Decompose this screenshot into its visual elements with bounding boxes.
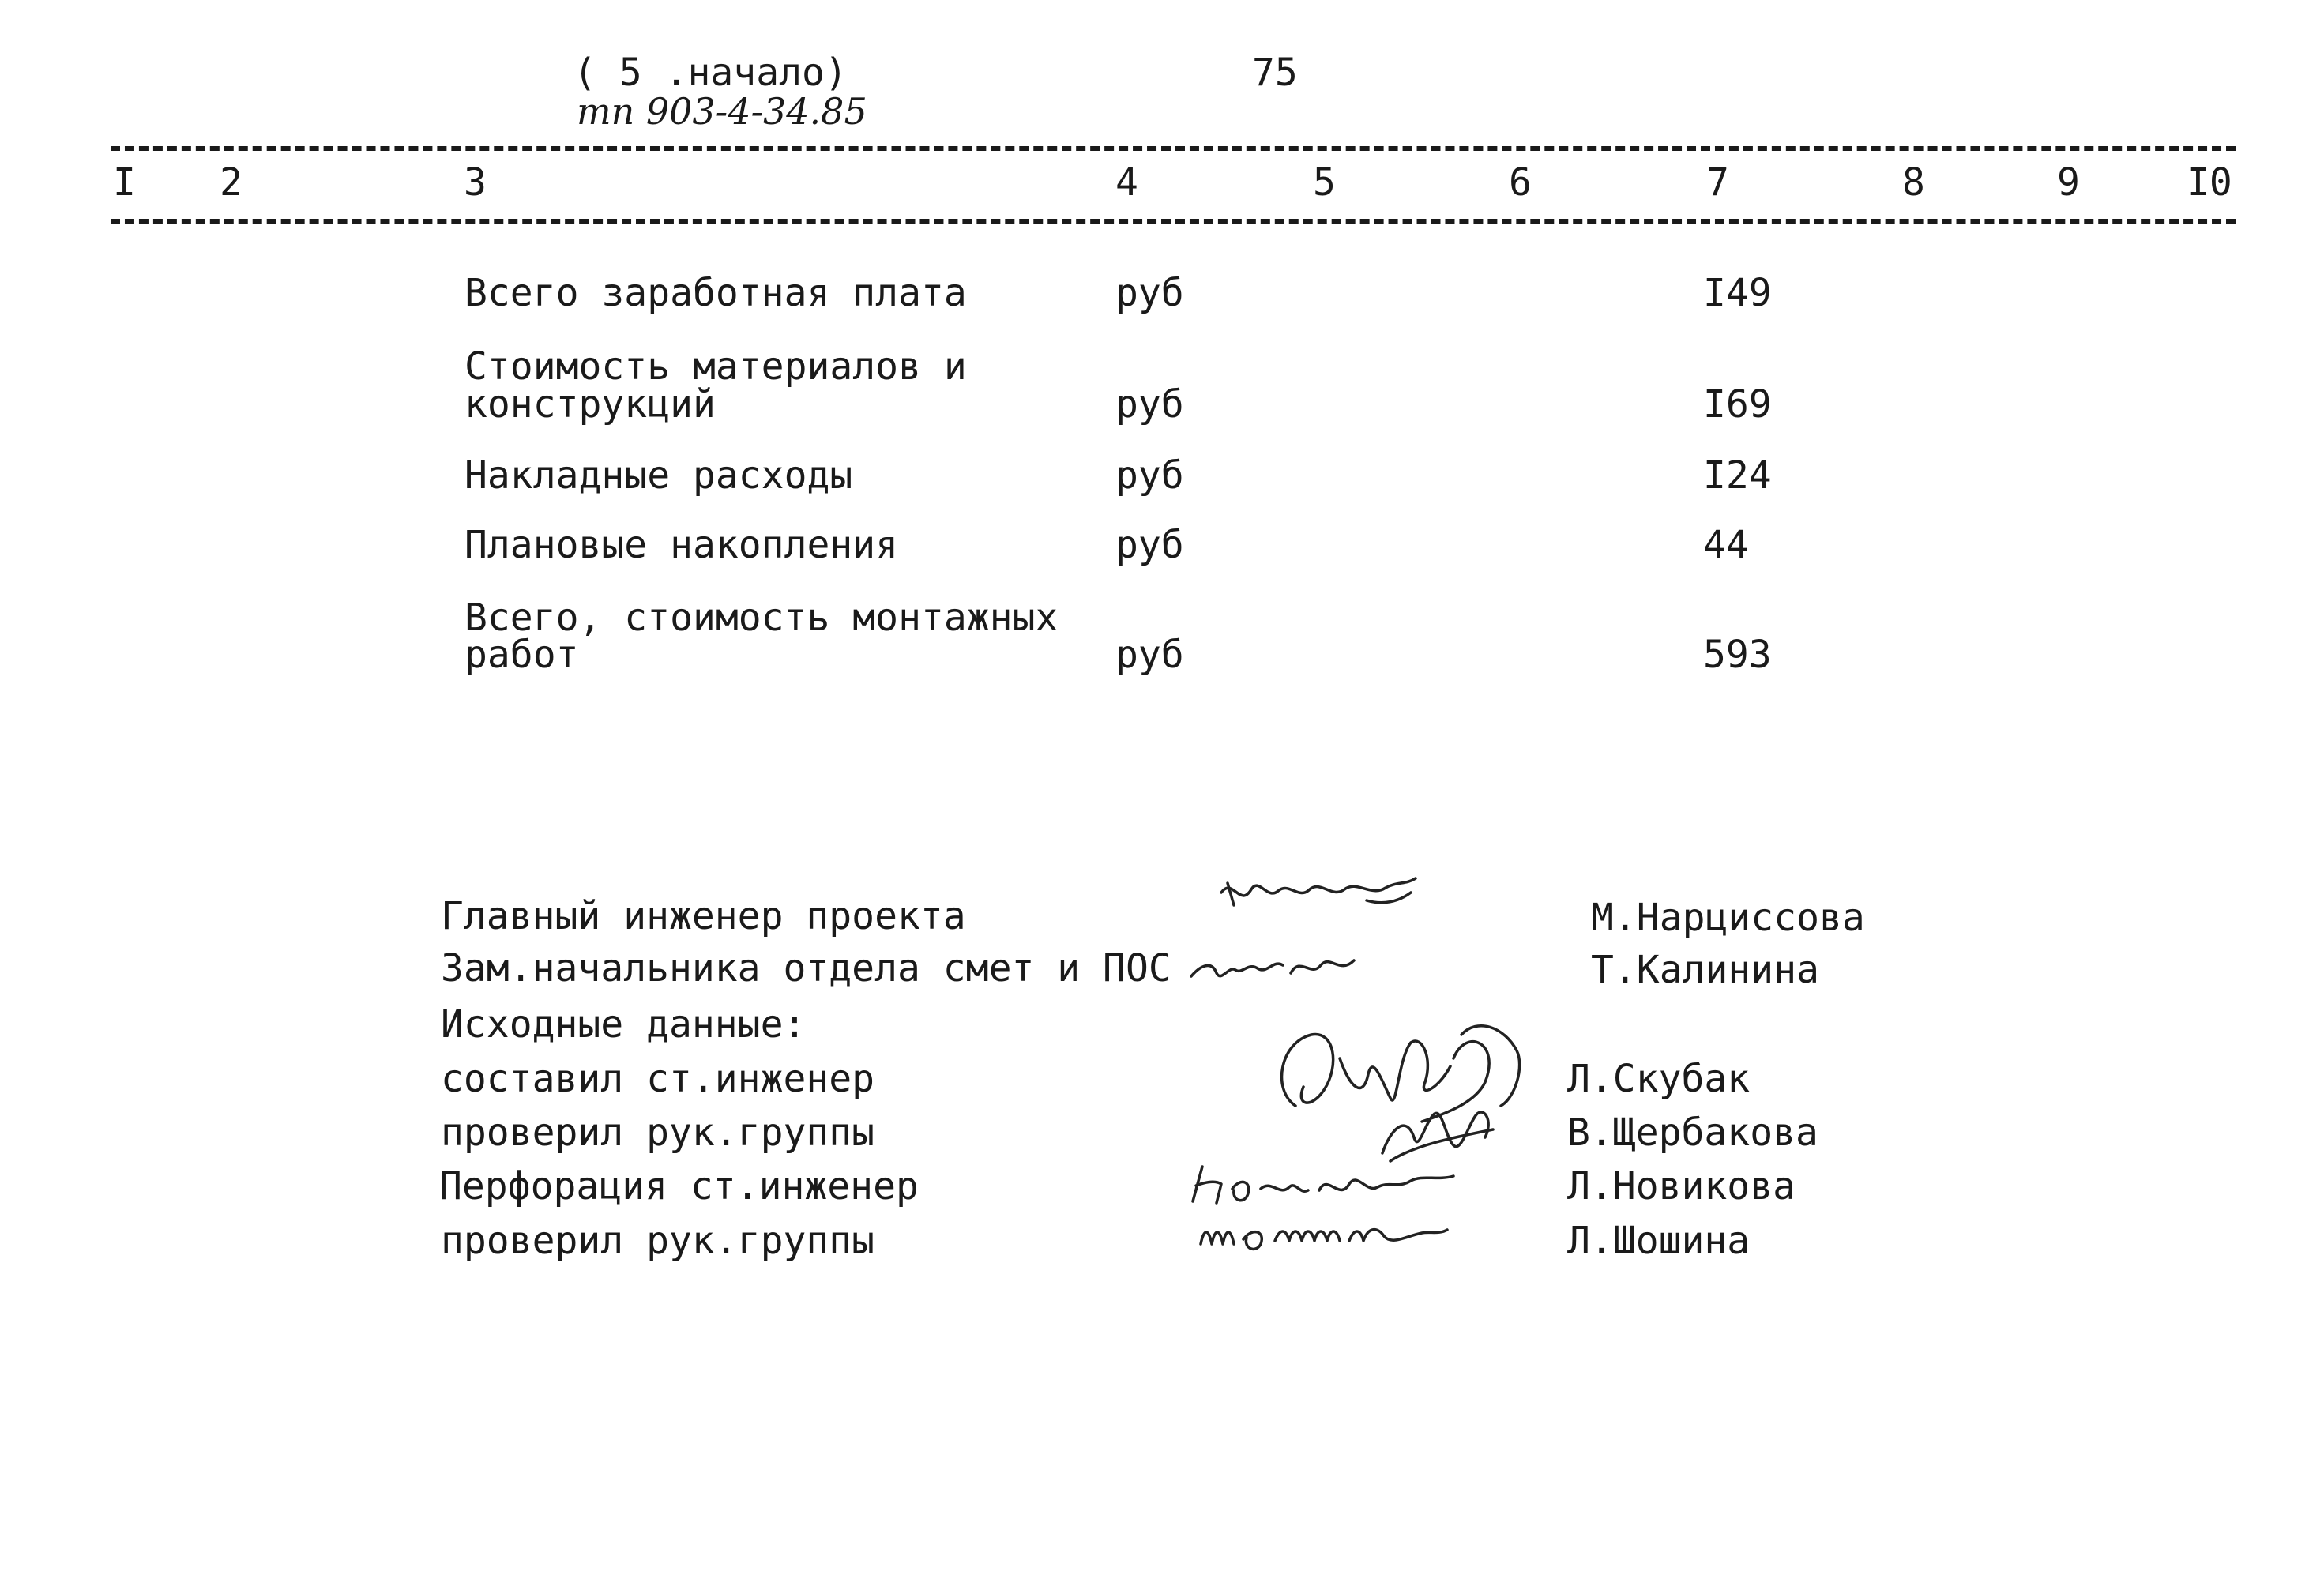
signature-kalinina bbox=[1185, 941, 1367, 989]
column-number: 6 bbox=[1509, 160, 1532, 205]
signer-name: Л.Скубак bbox=[1567, 1057, 1751, 1101]
row-name: Всего, стоимость монтажных bbox=[464, 596, 1059, 640]
column-number: 3 bbox=[464, 160, 487, 205]
signer-name: Т.Калинина bbox=[1591, 948, 1819, 992]
row-name: Всего заработная плата bbox=[464, 271, 967, 315]
column-number: 9 bbox=[2057, 160, 2080, 205]
row-unit: руб bbox=[1115, 523, 1184, 567]
signer-name: М.Нарциссова bbox=[1591, 896, 1865, 940]
row-unit: руб bbox=[1115, 453, 1184, 498]
column-number: I0 bbox=[2187, 160, 2232, 205]
column-number: 7 bbox=[1706, 160, 1729, 205]
column-header-bottom-rule bbox=[111, 219, 2236, 224]
row-unit: руб bbox=[1115, 271, 1184, 315]
row-name: Стоимость материалов и bbox=[464, 344, 967, 389]
column-number: 2 bbox=[220, 160, 243, 205]
row-value: 44 bbox=[1703, 523, 1749, 567]
column-header-top-rule bbox=[111, 146, 2236, 151]
section-label: ( 5 .начало) bbox=[573, 51, 848, 95]
signature-narcissova bbox=[1217, 869, 1422, 924]
row-unit: руб bbox=[1115, 633, 1184, 677]
column-number: 4 bbox=[1115, 160, 1138, 205]
row-name: Накладные расходы bbox=[464, 453, 853, 498]
row-value: 593 bbox=[1703, 633, 1772, 677]
role-title: Перфорация ст.инженер bbox=[439, 1164, 919, 1208]
row-unit: руб bbox=[1115, 382, 1184, 427]
row-value: I24 bbox=[1703, 453, 1772, 498]
row-value: I69 bbox=[1703, 382, 1772, 427]
column-number: 8 bbox=[1902, 160, 1925, 205]
role-title: Главный инженер проекта bbox=[441, 894, 966, 938]
signer-name: В.Щербакова bbox=[1567, 1111, 1818, 1155]
signer-name: Л.Шошина bbox=[1567, 1219, 1751, 1263]
row-name-continuation: конструкций bbox=[464, 382, 716, 427]
role-title: проверил рук.группы bbox=[441, 1219, 875, 1263]
page-number: 75 bbox=[1252, 51, 1298, 95]
role-title: составил ст.инженер bbox=[441, 1057, 875, 1101]
role-title: проверил рук.группы bbox=[441, 1111, 875, 1155]
column-number: I bbox=[113, 160, 136, 205]
signer-name: Л.Новикова bbox=[1567, 1164, 1796, 1208]
document-code: тп 903-4-34.85 bbox=[577, 90, 867, 133]
role-title: Исходные данные: bbox=[441, 1002, 807, 1047]
column-number: 5 bbox=[1313, 160, 1336, 205]
signature-shoshina bbox=[1193, 1205, 1461, 1260]
row-name: Плановые накопления bbox=[464, 523, 899, 567]
row-name-continuation: работ bbox=[464, 633, 579, 677]
row-value: I49 bbox=[1703, 271, 1772, 315]
role-title: Зам.начальника отдела смет и ПОС bbox=[441, 946, 1171, 990]
